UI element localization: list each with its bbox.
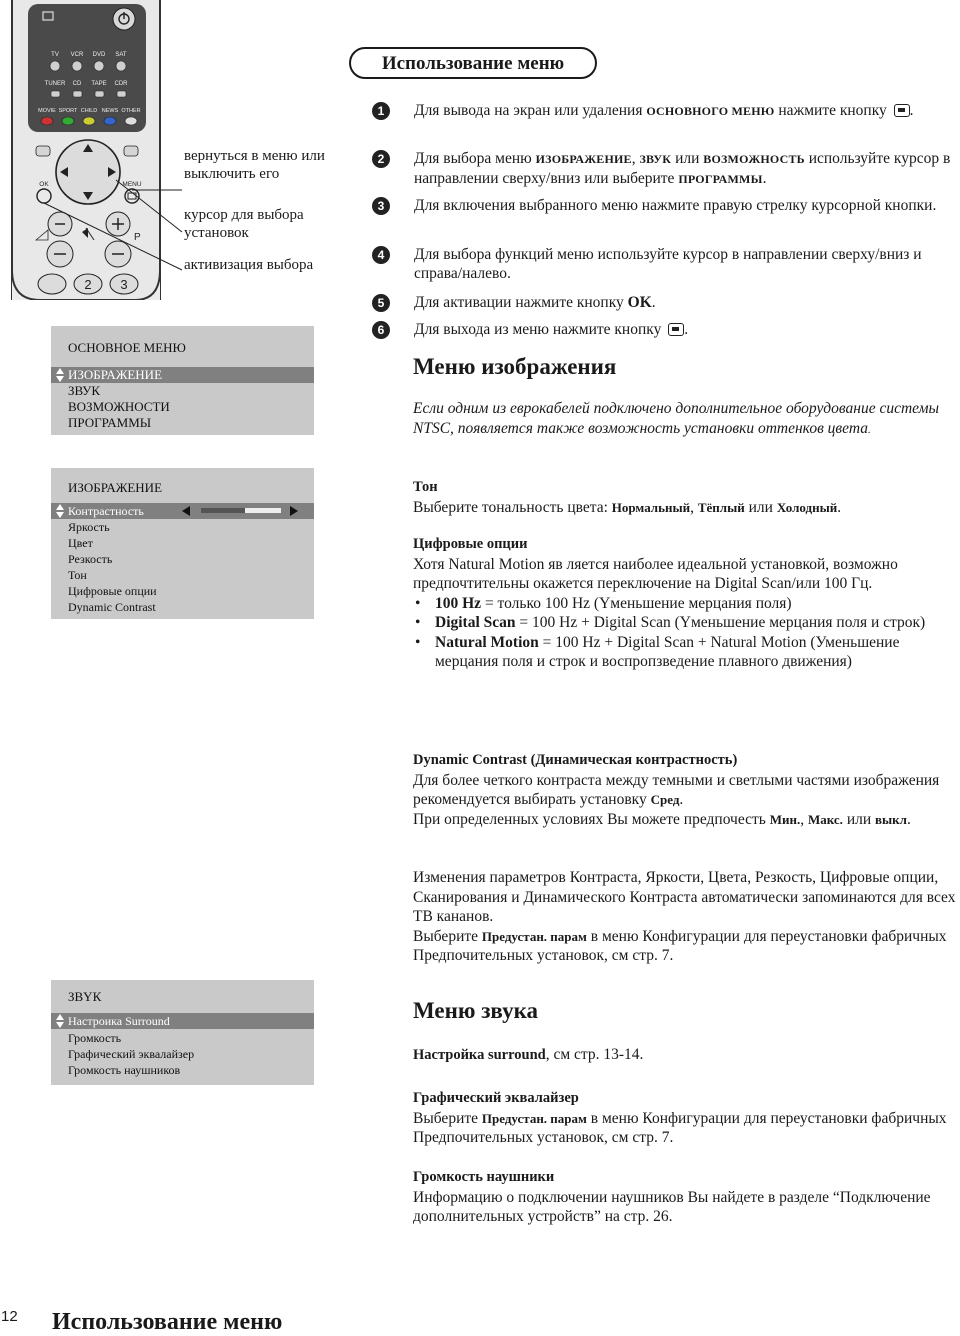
- main-menu-item-features[interactable]: ВОЗМОЖНОСТИ: [68, 399, 170, 414]
- section-header-title: Использование меню: [381, 53, 565, 74]
- label-3: 3: [120, 277, 128, 292]
- step-2-end: .: [762, 170, 767, 187]
- step-4: Для выбора функций меню используйте курсор в направлении сверху/вниз и справа/налево.: [414, 246, 922, 282]
- menu-button-icon: [894, 104, 910, 117]
- step-1-text: Для вывода на экран или удаления: [414, 102, 647, 119]
- page-number: 12: [1, 1308, 18, 1325]
- eq-text-a: Выберите: [413, 1109, 482, 1127]
- step-number-1: 1: [372, 102, 390, 120]
- reset-text: [413, 927, 958, 966]
- dc-medium: Сред: [650, 792, 680, 807]
- intro-text: Если одним из еврокабелей подключено дополнительное оборудование системы NTSC, появляется также возможность установки оттенков цвета: [413, 400, 940, 437]
- sound-menu-item-equalizer[interactable]: Графический эквалайзер: [68, 1047, 195, 1061]
- surround-title: Настройка surround: [413, 1047, 546, 1063]
- sound-menu-item-headphone-volume[interactable]: Громкость наушников: [68, 1063, 181, 1077]
- picture-menu-item-color[interactable]: Цвет: [68, 536, 93, 550]
- option-100hz: 100 Hz: [435, 594, 482, 612]
- tone-or: или: [744, 498, 777, 516]
- callout-cursor: курсор для выбора установок: [184, 207, 304, 241]
- eq-presets: Предустан. парам: [481, 1110, 587, 1126]
- contrast-slider-track[interactable]: [201, 508, 281, 513]
- intro-end: .: [867, 423, 871, 436]
- tone-text: [413, 498, 958, 518]
- headphone-section: [413, 1168, 958, 1227]
- list-item: [413, 594, 958, 614]
- dynamic-contrast-section: [413, 751, 958, 829]
- equalizer-section: [413, 1089, 958, 1148]
- sound-menu-item-volume[interactable]: Громкость: [68, 1031, 122, 1045]
- up-down-arrows-icon: [56, 504, 64, 518]
- label-vcr: VCR: [70, 52, 84, 58]
- menu-button-icon: [668, 323, 684, 336]
- callout-lines: [0, 0, 190, 300]
- step-5-text: Для активации нажмите кнопку: [414, 294, 628, 311]
- digital-options-title: Цифровые опции: [413, 536, 528, 552]
- reset-presets: Предустан. парам: [481, 928, 587, 944]
- footer-title: Использование меню: [52, 1309, 283, 1335]
- sound-menu-heading: Меню звука: [413, 998, 538, 1023]
- callout-menu: вернуться в меню или выключить его: [184, 148, 325, 182]
- step-2: [414, 149, 954, 189]
- digital-options-list: [413, 594, 958, 672]
- dc-text-a: Для более четкого контраста между темными и светлыми частями изображения рекомендуется выбирать установку: [413, 771, 940, 808]
- dc-end-1: .: [679, 791, 684, 808]
- changes-text: Изменения параметров Контраста, Яркости, Цвета, Резкость, Цифровые опции, Сканирования и Динамического Контраста автоматически запоминаются для всех ТВ кананов.: [413, 869, 956, 925]
- label-news: NEWS: [101, 108, 119, 114]
- label-tuner: TUNER: [44, 81, 66, 87]
- label-tv: TV: [51, 52, 59, 58]
- label-other: OTHER: [121, 108, 141, 114]
- reset-text-c: в меню Конфигурации для переустановки фабричных Предпочительных установок, см стр. 7.: [413, 927, 947, 964]
- sound-menu-selected-label: Настроика Surround: [68, 1014, 170, 1028]
- surround-line: [413, 1045, 958, 1066]
- step-number-4: 4: [372, 246, 390, 264]
- picture-menu-item-digital-options[interactable]: Цифровые опции: [68, 584, 157, 598]
- picture-menu-intro: [413, 399, 958, 440]
- step-number-3: 3: [372, 197, 390, 215]
- surround-ref: , см стр. 13-14.: [545, 1046, 644, 1063]
- step-6: [414, 320, 954, 339]
- step-2-text-2: используйте курсор в направлении сверху/вниз или выберите: [414, 150, 951, 187]
- dc-off: выкл: [875, 811, 907, 827]
- picture-menu-item-dynamic-contrast[interactable]: Dynamic Contrast: [68, 600, 156, 614]
- step-2-or: или: [671, 150, 704, 167]
- step-5-ok: OK: [627, 294, 652, 311]
- digital-options-section: [413, 535, 958, 672]
- option-digital-scan: Digital Scan: [435, 614, 516, 631]
- label-cdr: CDR: [114, 81, 128, 87]
- changes-section: [413, 868, 958, 966]
- option-digital-scan-desc: = 100 Hz + Digital Scan (Yменьшение мерцания поля и строк): [515, 614, 926, 631]
- label-tape: TAPE: [91, 81, 107, 87]
- step-1: [414, 101, 954, 121]
- step-2-picture: ИЗОБРАЖЕНИЕ: [535, 152, 632, 166]
- step-number-2: 2: [372, 150, 390, 168]
- label-child: CHILD: [80, 108, 98, 114]
- picture-menu-heading: Меню изображения: [413, 354, 617, 379]
- step-2-sep: ,: [631, 150, 640, 167]
- sound-menu-selected-row[interactable]: [51, 1013, 314, 1029]
- up-down-arrows-icon: [56, 1014, 64, 1028]
- tone-normal: Нормальный: [611, 499, 691, 515]
- label-p: P: [134, 232, 141, 243]
- dc-end-2: .: [906, 810, 911, 828]
- sound-menu-title: ЗВYК: [68, 989, 102, 1004]
- main-menu-item-programs[interactable]: ПРОГРАММЫ: [68, 415, 152, 430]
- reset-text-a: Выберите: [413, 927, 482, 945]
- step-2-features: ВОЗМОЖНОСТЬ: [703, 152, 805, 166]
- slider-right-arrow-icon[interactable]: [289, 506, 299, 516]
- tone-cold: Холодный: [776, 499, 838, 515]
- dc-text-d: При определенных условиях Вы можете предпочесть: [413, 810, 770, 828]
- option-100hz-desc: = только 100 Hz (Yменьшение мерцания поля): [481, 594, 792, 612]
- label-cd: CD: [72, 81, 82, 87]
- main-menu-title: ОСНОВНОЕ МЕНЮ: [68, 340, 186, 355]
- step-1-text-2: нажмите кнопку: [774, 102, 891, 119]
- label-2: 2: [84, 277, 92, 292]
- label-sport: SPORT: [58, 108, 78, 114]
- picture-menu-item-tint[interactable]: Тон: [68, 568, 87, 582]
- dynamic-contrast-text: [413, 771, 958, 810]
- step-number-6: 6: [372, 321, 390, 339]
- sound-menu-panel: [51, 980, 314, 1085]
- equalizer-title: Графический эквалайзер: [413, 1090, 579, 1106]
- picture-menu-selected-row[interactable]: [51, 503, 314, 519]
- step-number-5: 5: [372, 294, 390, 312]
- tone-section: [413, 478, 958, 517]
- list-item: [413, 633, 958, 672]
- step-6-end: .: [684, 321, 689, 338]
- list-item: [413, 613, 958, 633]
- digital-options-text: Хотя Natural Motion яв ляется наиболее идеальной установкой, возможно предпочтительны окажется переключение на Digital Scan/или 100 Гц.: [413, 555, 898, 592]
- dc-max: Макс.: [807, 811, 843, 827]
- tone-title: Тон: [413, 479, 438, 495]
- option-natural-motion: Natural Motion: [435, 633, 539, 651]
- step-5-end: .: [651, 294, 656, 311]
- picture-menu-panel: [51, 468, 314, 619]
- picture-menu-item-sharpness[interactable]: Резкость: [68, 552, 113, 566]
- main-menu-item-sound[interactable]: ЗВУК: [68, 383, 101, 398]
- dynamic-contrast-title: Dynamic Contrast (Динамическая контрастность): [413, 752, 738, 768]
- dynamic-contrast-text-2: [413, 810, 958, 830]
- section-header: [349, 47, 597, 79]
- headphone-text: Информацию о подключении наушников Вы найдете в разделе “Подключение дополнительных устройств” на стр. 26.: [413, 1188, 931, 1225]
- tone-warm: Тёплый: [697, 499, 745, 515]
- option-natural-motion-desc: = 100 Hz + Digital Scan + Natural Motion (Уменьшение мерцания поля и строк и воспропзведение плавного движения): [435, 633, 900, 670]
- label-sat: SAT: [115, 52, 127, 58]
- picture-menu-title: ИЗОБРАЖЕНИЕ: [68, 480, 163, 495]
- picture-menu-item-brightness[interactable]: Яркость: [68, 520, 110, 534]
- step-2-sound: ЗВУК: [639, 152, 672, 166]
- step-2-programs: ПРОГРАММЫ: [678, 172, 763, 186]
- main-menu-selected-label: ИЗОБРАЖЕНИЕ: [68, 367, 163, 382]
- step-2-text: Для выбора меню: [414, 150, 536, 167]
- label-ok: OK: [39, 181, 49, 188]
- eq-text-c: в меню Конфигурации для переустановки фабричных Предпочительных установок, см стр. 7.: [413, 1109, 947, 1146]
- tone-text-a: Выберите тональность цвета:: [413, 498, 612, 516]
- headphone-title: Громкость наушники: [413, 1169, 555, 1185]
- main-menu-panel: [51, 326, 314, 435]
- callout-ok: активизация выбора: [184, 257, 314, 273]
- step-1-end: .: [909, 102, 914, 119]
- dc-sep: ,: [800, 810, 808, 828]
- step-1-main-menu: ОСНОВНОГО МЕНЮ: [646, 104, 775, 118]
- dc-min: Мин.: [769, 811, 801, 827]
- label-menu: MENU: [122, 181, 142, 188]
- label-movie: MOVIE: [38, 108, 56, 114]
- up-down-arrows-icon: [56, 368, 64, 382]
- tone-sep: ,: [690, 498, 698, 516]
- label-dvd: DVD: [92, 52, 106, 58]
- equalizer-text: [413, 1109, 958, 1148]
- dc-or: или: [842, 810, 876, 828]
- step-3: Для включения выбранного меню нажмите правую стрелку курсорной кнопки.: [414, 197, 937, 214]
- picture-menu-selected-label: Контрастность: [68, 504, 144, 518]
- tone-end: .: [837, 498, 842, 516]
- slider-left-arrow-icon[interactable]: [181, 506, 191, 516]
- step-6-text: Для выхода из меню нажмите кнопку: [414, 321, 666, 338]
- step-5: [414, 293, 954, 312]
- contrast-slider-fill: [201, 508, 245, 513]
- main-menu-selected-row[interactable]: [51, 367, 314, 383]
